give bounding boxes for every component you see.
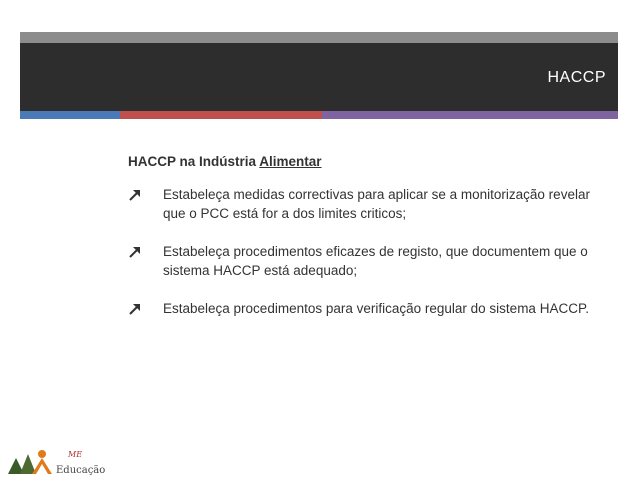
arrow-up-right-icon [128,188,142,202]
header-top-strip [20,32,618,43]
bullet-text: Estabeleça medidas correctivas para aplicar se a monitorização revelar que o PCC está for a dos limites criticos; [163,187,590,221]
subtitle [128,152,608,171]
subtitle-prefix: HACCP na Indústria [128,154,260,169]
bullet-text: Estabeleça procedimentos eficazes de registo, que documentem que o sistema HACCP está adequado; [163,244,588,278]
slide-title: HACCP [547,69,606,86]
slide-content [128,152,608,337]
accent-segment-red [120,111,322,119]
bullet-text: Estabeleça procedimentos para verificação regular do sistema HACCP. [163,301,589,316]
logo-mark: ME [68,450,83,459]
arrow-up-right-icon [128,245,142,259]
bullet-item [128,185,608,223]
accent-segment-blue [20,111,120,119]
ministry-logo [6,446,108,476]
header-band [20,43,618,111]
accent-segment-purple [322,111,618,119]
accent-bar [20,111,618,119]
logo-text: Educação [56,465,106,476]
bullet-item [128,242,608,280]
arrow-up-right-icon [128,302,142,316]
subtitle-emphasis: Alimentar [259,154,322,169]
bullet-item [128,299,608,318]
bullet-list [128,185,608,318]
